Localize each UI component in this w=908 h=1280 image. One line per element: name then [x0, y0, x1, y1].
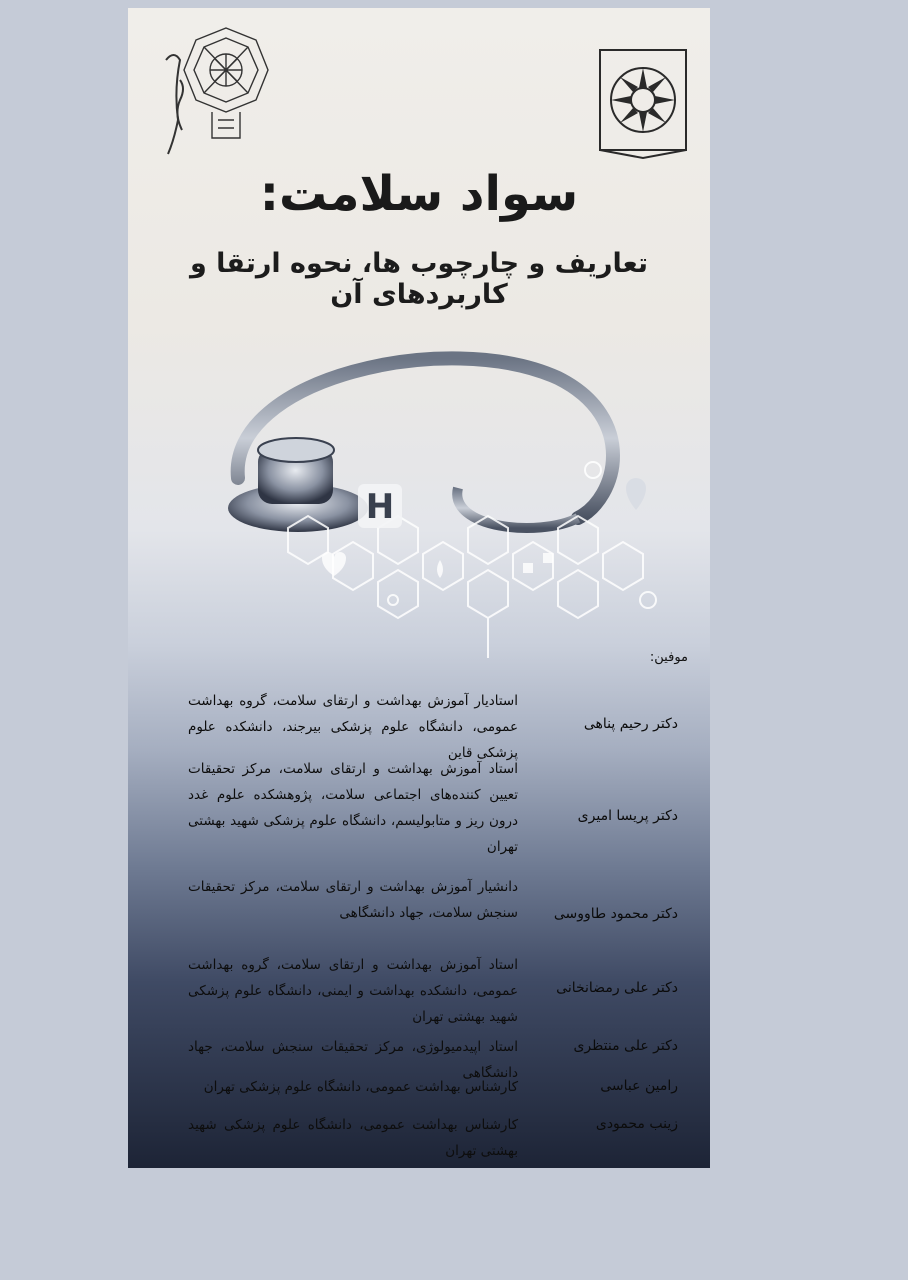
author-name: رامین عباسی: [600, 1078, 678, 1094]
authors-label: موفین:: [649, 650, 688, 665]
author-desc: استادیار آموزش بهداشت و ارتقای سلامت، گروه بهداشت عمومی، دانشگاه علوم پزشکی بیرجند، دانشکده علوم پزشکی قاین: [188, 693, 518, 761]
book-subtitle: تعاریف و چارچوب ها، نحوه ارتقا و کاربردهای آن: [189, 248, 649, 310]
author-desc: استاد اپیدمیولوژی، مرکز تحقیقات سنجش سلامت، جهاد دانشگاهی: [188, 1039, 518, 1081]
author-name: زینب محمودی: [595, 1116, 678, 1132]
cross-icon: [523, 553, 553, 573]
author-name: دکتر علی منتظری: [573, 1038, 678, 1054]
publisher-logo: [596, 40, 690, 164]
author-desc: کارشناس بهداشت عمومی، دانشگاه علوم پزشکی تهران: [203, 1079, 518, 1095]
author-desc: کارشناس بهداشت عمومی، دانشگاه علوم پزشکی شهید بهشتی تهران: [188, 1117, 518, 1159]
book-title: سواد سلامت:: [259, 166, 579, 222]
university-logo: [146, 20, 276, 180]
hospital-h-icon: H: [365, 487, 395, 527]
author-desc: استاد آموزش بهداشت و ارتقای سلامت، مرکز تحقیقات تعیین کننده‌های اجتماعی سلامت، پژوهشکده علوم غدد درون ریز و متابولیسم، دانشگاه علوم پزشکی شهید بهشتی تهران: [188, 761, 518, 855]
author-desc: دانشیار آموزش بهداشت و ارتقای سلامت، مرکز تحقیقات سنجش سلامت، جهاد دانشگاهی: [188, 879, 518, 921]
author-desc: استاد آموزش بهداشت و ارتقای سلامت، گروه بهداشت عمومی، دانشکده بهداشت و ایمنی، دانشگاه علوم پزشکی شهید بهشتی تهران: [188, 957, 518, 1025]
author-name: دکتر رحیم پناهی: [583, 716, 678, 732]
author-name: دکتر علی رمضانخانی: [556, 980, 678, 996]
book-cover: [128, 8, 710, 1168]
location-pin-icon: [626, 478, 646, 510]
stethoscope-illustration: [218, 338, 688, 658]
author-name: دکتر پریسا امیری: [577, 808, 678, 824]
drop-icon: [437, 560, 443, 578]
author-name: دکتر محمود طاووسی: [553, 906, 678, 922]
